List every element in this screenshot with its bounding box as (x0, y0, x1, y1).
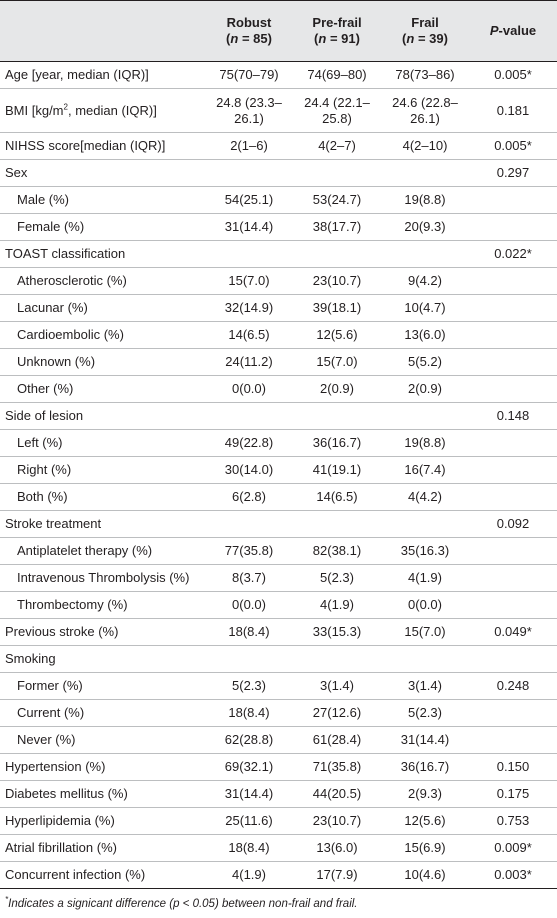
cell-robust: 49(22.8) (205, 430, 293, 457)
table-row (0, 376, 557, 403)
cell-pre-frail (293, 511, 381, 538)
cell-p-value (469, 187, 557, 214)
cell-pre-frail (293, 646, 381, 673)
row-label: NIHSS score[median (IQR)] (0, 133, 205, 160)
cell-pre-frail: 44(20.5) (293, 781, 381, 808)
table-row (0, 565, 557, 592)
cell-pre-frail: 17(7.9) (293, 862, 381, 889)
cell-robust: 15(7.0) (205, 268, 293, 295)
cell-robust: 6(2.8) (205, 484, 293, 511)
cell-robust: 24.8 (23.3–26.1) (205, 89, 293, 133)
cell-pre-frail: 74(69–80) (293, 62, 381, 89)
cell-p-value: 0.150 (469, 754, 557, 781)
cell-p-value (469, 214, 557, 241)
cell-pre-frail: 23(10.7) (293, 268, 381, 295)
cell-pre-frail: 38(17.7) (293, 214, 381, 241)
cell-pre-frail: 4(2–7) (293, 133, 381, 160)
cell-robust: 62(28.8) (205, 727, 293, 754)
cell-frail: 4(4.2) (381, 484, 469, 511)
cell-robust: 4(1.9) (205, 862, 293, 889)
cell-pre-frail: 61(28.4) (293, 727, 381, 754)
cell-frail: 3(1.4) (381, 673, 469, 700)
cell-pre-frail: 15(7.0) (293, 349, 381, 376)
cell-frail: 2(9.3) (381, 781, 469, 808)
table-row (0, 673, 557, 700)
header-p-value: P-value (469, 1, 557, 62)
cell-robust: 5(2.3) (205, 673, 293, 700)
cell-frail: 31(14.4) (381, 727, 469, 754)
cell-p-value: 0.005* (469, 133, 557, 160)
cell-p-value: 0.092 (469, 511, 557, 538)
cell-p-value (469, 457, 557, 484)
row-label: Thrombectomy (%) (0, 592, 205, 619)
cell-p-value: 0.148 (469, 403, 557, 430)
cell-frail: 5(5.2) (381, 349, 469, 376)
cell-p-value (469, 322, 557, 349)
row-label: Never (%) (0, 727, 205, 754)
cell-p-value (469, 376, 557, 403)
header-pre-frail (293, 1, 381, 62)
cell-p-value (469, 430, 557, 457)
row-label: Smoking (0, 646, 205, 673)
cell-pre-frail: 36(16.7) (293, 430, 381, 457)
row-label: Female (%) (0, 214, 205, 241)
cell-p-value (469, 646, 557, 673)
row-label: TOAST classification (0, 241, 205, 268)
cell-p-value: 0.049* (469, 619, 557, 646)
cell-robust (205, 160, 293, 187)
cell-frail: 10(4.7) (381, 295, 469, 322)
cell-robust: 77(35.8) (205, 538, 293, 565)
cell-frail (381, 403, 469, 430)
cell-p-value: 0.181 (469, 89, 557, 133)
row-label: Antiplatelet therapy (%) (0, 538, 205, 565)
row-label: Hyperlipidemia (%) (0, 808, 205, 835)
cell-pre-frail: 3(1.4) (293, 673, 381, 700)
row-label: Right (%) (0, 457, 205, 484)
cell-robust (205, 511, 293, 538)
cell-frail: 24.6 (22.8–26.1) (381, 89, 469, 133)
table-row (0, 160, 557, 187)
table-row (0, 862, 557, 889)
cell-frail: 35(16.3) (381, 538, 469, 565)
cell-frail (381, 241, 469, 268)
cell-pre-frail: 14(6.5) (293, 484, 381, 511)
row-label: Left (%) (0, 430, 205, 457)
cell-frail: 20(9.3) (381, 214, 469, 241)
cell-frail: 5(2.3) (381, 700, 469, 727)
cell-pre-frail: 39(18.1) (293, 295, 381, 322)
table-row (0, 808, 557, 835)
cell-frail: 19(8.8) (381, 430, 469, 457)
cell-p-value: 0.003* (469, 862, 557, 889)
table-row (0, 700, 557, 727)
table-row (0, 457, 557, 484)
row-label: Former (%) (0, 673, 205, 700)
row-label: Current (%) (0, 700, 205, 727)
cell-robust: 18(8.4) (205, 700, 293, 727)
cell-robust: 24(11.2) (205, 349, 293, 376)
cell-pre-frail: 4(1.9) (293, 592, 381, 619)
table-row (0, 754, 557, 781)
header-robust (205, 1, 293, 62)
row-label: Intravenous Thrombolysis (%) (0, 565, 205, 592)
table-row (0, 538, 557, 565)
table-row (0, 484, 557, 511)
header-label-column (0, 1, 205, 62)
cell-robust: 0(0.0) (205, 592, 293, 619)
cell-robust: 32(14.9) (205, 295, 293, 322)
cell-p-value (469, 295, 557, 322)
cell-frail: 9(4.2) (381, 268, 469, 295)
cell-frail: 15(7.0) (381, 619, 469, 646)
row-label: Lacunar (%) (0, 295, 205, 322)
cell-robust: 30(14.0) (205, 457, 293, 484)
table-row (0, 268, 557, 295)
cell-frail (381, 511, 469, 538)
cell-robust: 54(25.1) (205, 187, 293, 214)
cell-frail: 19(8.8) (381, 187, 469, 214)
header-frail (381, 1, 469, 62)
row-label: Diabetes mellitus (%) (0, 781, 205, 808)
table-row (0, 511, 557, 538)
table-row (0, 592, 557, 619)
cell-frail (381, 646, 469, 673)
header-group-n: (n = 39) (402, 31, 448, 46)
table-row (0, 835, 557, 862)
cell-frail: 2(0.9) (381, 376, 469, 403)
cell-frail: 4(2–10) (381, 133, 469, 160)
cell-frail: 16(7.4) (381, 457, 469, 484)
cell-pre-frail (293, 403, 381, 430)
cell-pre-frail: 23(10.7) (293, 808, 381, 835)
cell-p-value: 0.009* (469, 835, 557, 862)
table-header (0, 1, 557, 62)
table-row (0, 619, 557, 646)
cell-robust: 25(11.6) (205, 808, 293, 835)
cell-pre-frail: 33(15.3) (293, 619, 381, 646)
row-label: Stroke treatment (0, 511, 205, 538)
cell-robust: 18(8.4) (205, 619, 293, 646)
cell-robust (205, 241, 293, 268)
cell-frail: 15(6.9) (381, 835, 469, 862)
cell-pre-frail: 71(35.8) (293, 754, 381, 781)
cell-robust: 31(14.4) (205, 214, 293, 241)
cell-robust: 75(70–79) (205, 62, 293, 89)
cell-p-value: 0.248 (469, 673, 557, 700)
row-label: BMI [$kg/m^2$, median (IQR)] (0, 89, 205, 133)
row-label: Atrial fibrillation (%) (0, 835, 205, 862)
cell-frail: 12(5.6) (381, 808, 469, 835)
cell-p-value: 0.753 (469, 808, 557, 835)
row-label: Unknown (%) (0, 349, 205, 376)
cell-pre-frail: 13(6.0) (293, 835, 381, 862)
cell-robust (205, 403, 293, 430)
cell-p-value (469, 565, 557, 592)
table-row (0, 322, 557, 349)
cell-robust: 8(3.7) (205, 565, 293, 592)
cell-pre-frail: 2(0.9) (293, 376, 381, 403)
cell-p-value (469, 727, 557, 754)
cell-p-value: 0.005* (469, 62, 557, 89)
cell-pre-frail: 24.4 (22.1–25.8) (293, 89, 381, 133)
row-label: Concurrent infection (%) (0, 862, 205, 889)
cell-p-value: 0.022* (469, 241, 557, 268)
cell-frail: 78(73–86) (381, 62, 469, 89)
cell-p-value (469, 268, 557, 295)
cell-frail: 0(0.0) (381, 592, 469, 619)
row-label: Cardioembolic (%) (0, 322, 205, 349)
table-row (0, 727, 557, 754)
cell-robust: 2(1–6) (205, 133, 293, 160)
cell-robust (205, 646, 293, 673)
cell-pre-frail: 82(38.1) (293, 538, 381, 565)
header-row (0, 1, 557, 62)
table-row (0, 349, 557, 376)
row-label: Age [year, median (IQR)] (0, 62, 205, 89)
cell-pre-frail (293, 160, 381, 187)
row-label: Both (%) (0, 484, 205, 511)
cell-pre-frail: 5(2.3) (293, 565, 381, 592)
table-row (0, 241, 557, 268)
row-label: Hypertension (%) (0, 754, 205, 781)
cell-frail: 4(1.9) (381, 565, 469, 592)
cell-pre-frail: 27(12.6) (293, 700, 381, 727)
table-row (0, 133, 557, 160)
cell-pre-frail: 12(5.6) (293, 322, 381, 349)
cell-p-value (469, 484, 557, 511)
cell-robust: 18(8.4) (205, 835, 293, 862)
cell-frail: 36(16.7) (381, 754, 469, 781)
table-row (0, 781, 557, 808)
cell-p-value (469, 538, 557, 565)
table-body (0, 62, 557, 889)
cell-p-value (469, 592, 557, 619)
cell-p-value (469, 700, 557, 727)
table-row (0, 646, 557, 673)
header-group-n: (n = 91) (314, 31, 360, 46)
table-row (0, 62, 557, 89)
header-group-name: Frail (411, 15, 439, 30)
table-row (0, 403, 557, 430)
cell-robust: 14(6.5) (205, 322, 293, 349)
cell-p-value: 0.297 (469, 160, 557, 187)
header-group-name: Pre-frail (312, 15, 362, 30)
row-label: Sex (0, 160, 205, 187)
table-row (0, 89, 557, 133)
cell-pre-frail: 41(19.1) (293, 457, 381, 484)
row-label: Other (%) (0, 376, 205, 403)
cell-robust: 69(32.1) (205, 754, 293, 781)
table-row (0, 295, 557, 322)
row-label: Atherosclerotic (%) (0, 268, 205, 295)
cell-pre-frail: 53(24.7) (293, 187, 381, 214)
cell-frail: 10(4.6) (381, 862, 469, 889)
cell-pre-frail (293, 241, 381, 268)
cell-frail (381, 160, 469, 187)
table-footnote: *Indicates a signicant difference (p < 0.05) between non-frail and frail. (5, 895, 358, 910)
cell-robust: 31(14.4) (205, 781, 293, 808)
header-group-n: (n = 85) (226, 31, 272, 46)
row-label: Male (%) (0, 187, 205, 214)
table-row (0, 214, 557, 241)
cell-frail: 13(6.0) (381, 322, 469, 349)
cell-p-value (469, 349, 557, 376)
header-group-name: Robust (226, 15, 272, 30)
table-row (0, 187, 557, 214)
cell-robust: 0(0.0) (205, 376, 293, 403)
row-label: Side of lesion (0, 403, 205, 430)
cell-p-value: 0.175 (469, 781, 557, 808)
row-label: Previous stroke (%) (0, 619, 205, 646)
table-row (0, 430, 557, 457)
